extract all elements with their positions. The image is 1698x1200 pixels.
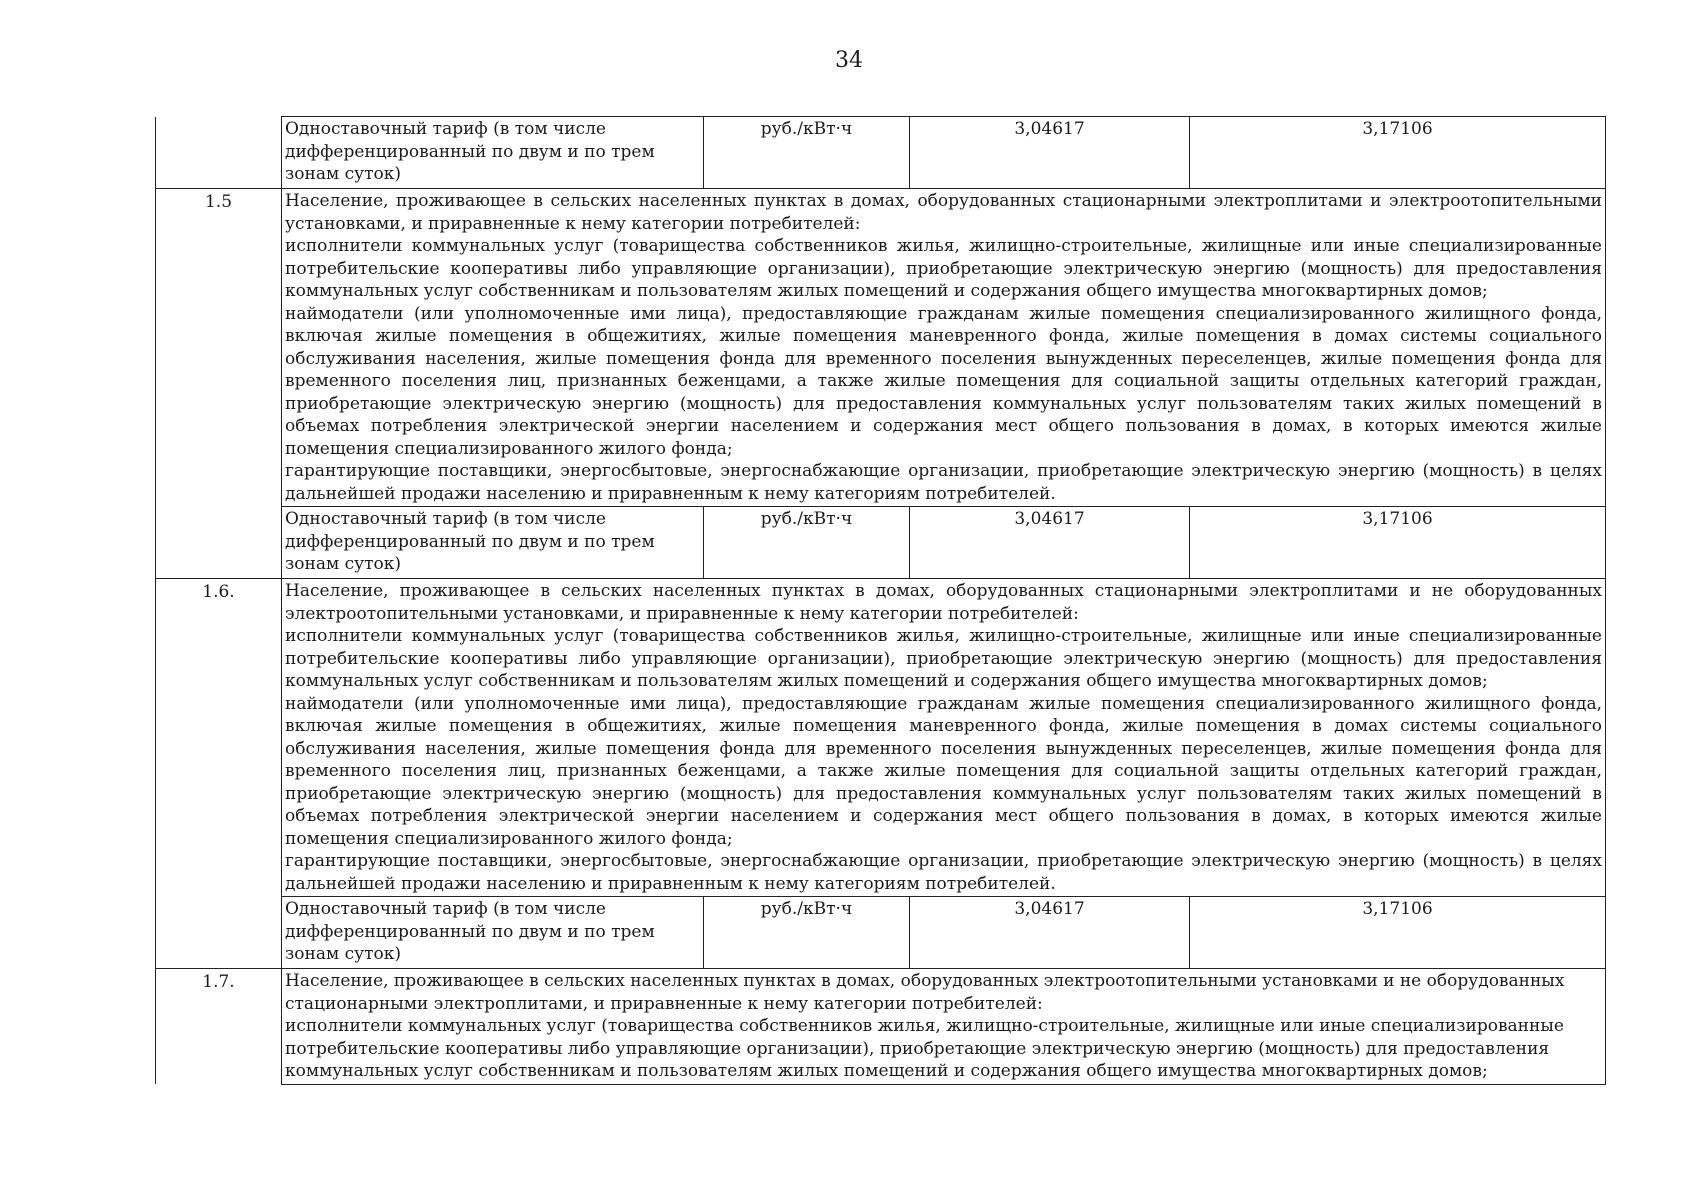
tariff-value-1-cell: 3,04617 [910,117,1190,189]
paragraph: наймодатели (или уполномоченные ими лица), предоставляющие гражданам жилые помещения специализированного жилищного фонда, включая жилые помещения в общежитиях, жилые помещения маневренного фонда, жилые помещения в домах системы социального обслуживания населения, жилые помещения фонда для временного поселения вынужденных переселенцев, жилые помещения фонда для временного поселения лиц, признанных беженцами, а также жилые помещения для социальной защиты отдельных категорий граждан, приобретающие электрическую энергию (мощность) для предоставления коммунальных услуг пользователям таких жилых помещений в объемах потребления электрической энергии населением и содержания мест общего пользования в домах, в которых имеются жилые помещения специализированного жилого фонда; [285,303,1602,459]
tariff-unit-cell: руб./кВт·ч [704,117,910,189]
paragraph: гарантирующие поставщики, энергосбытовые, энергоснабжающие организации, приобретающие электрическую энергию (мощность) в целях дальнейшей продажи населению и приравненным к нему категориям потребителей. [285,851,1602,894]
paragraph: исполнители коммунальных услуг (товарищества собственников жилья, жилищно-строительные, жилищные или иные специализированные потребительские кооперативы либо управляющие организации), приобретающие электрическую энергию (мощность) для предоставления коммунальных услуг собственникам и пользователям жилых помещений и содержания общего имущества многоквартирных домов; [285,1016,1564,1081]
paragraph: исполнители коммунальных услуг (товарищества собственников жилья, жилищно-строительные, жилищные или иные специализированные потребительские кооперативы либо управляющие организации), приобретающие электрическую энергию (мощность) для предоставления коммунальных услуг собственникам и пользователям жилых помещений и содержания общего имущества многоквартирных домов; [285,626,1602,691]
tariff-value-2-cell: 3,17106 [1190,507,1606,579]
row-number-cell [156,117,282,189]
section-row-1-6 [156,579,1606,897]
paragraph: исполнители коммунальных услуг (товарищества собственников жилья, жилищно-строительные, жилищные или иные специализированные потребительские кооперативы либо управляющие организации), приобретающие электрическую энергию (мощность) для предоставления коммунальных услуг собственникам и пользователям жилых помещений и содержания общего имущества многоквартирных домов; [285,236,1602,301]
section-description [282,579,1606,897]
row-number-cell [156,897,282,969]
tariff-name-cell: Одноставочный тариф (в том числе дифференцированный по двум и по трем зонам суток) [282,897,704,969]
tariff-row [156,507,1606,579]
section-number: 1.7. [156,969,282,1085]
paragraph: наймодатели (или уполномоченные ими лица), предоставляющие гражданам жилые помещения специализированного жилищного фонда, включая жилые помещения в общежитиях, жилые помещения маневренного фонда, жилые помещения в домах системы социального обслуживания населения, жилые помещения фонда для временного поселения вынужденных переселенцев, жилые помещения фонда для временного поселения лиц, признанных беженцами, а также жилые помещения для социальной защиты отдельных категорий граждан, приобретающие электрическую энергию (мощность) для предоставления коммунальных услуг пользователям таких жилых помещений в объемах потребления электрической энергии населением и содержания мест общего пользования в домах, в которых имеются жилые помещения специализированного жилого фонда; [285,693,1602,849]
section-row-1-7 [156,969,1606,1085]
paragraph: Население, проживающее в сельских населенных пунктах в домах, оборудованных стационарными электроплитами и не оборудованных электроотопительными установками, и приравненные к нему категории потребителей: [285,581,1602,624]
section-number: 1.6. [156,579,282,897]
section-row-1-5 [156,189,1606,507]
tariff-name-cell: Одноставочный тариф (в том числе дифференцированный по двум и по трем зонам суток) [282,507,704,579]
tariff-table [155,116,1606,1085]
tariff-row [156,897,1606,969]
section-number: 1.5 [156,189,282,507]
row-number-cell [156,507,282,579]
tariff-row [156,117,1606,189]
tariff-value-1-cell: 3,04617 [910,897,1190,969]
tariff-value-1-cell: 3,04617 [910,507,1190,579]
section-description [282,189,1606,507]
paragraph: Население, проживающее в сельских населенных пунктах в домах, оборудованных стационарными электроплитами и электроотопительными установками, и приравненные к нему категории потребителей: [285,191,1602,234]
tariff-value-2-cell: 3,17106 [1190,897,1606,969]
paragraph: гарантирующие поставщики, энергосбытовые, энергоснабжающие организации, приобретающие электрическую энергию (мощность) в целях дальнейшей продажи населению и приравненным к нему категориям потребителей. [285,461,1602,504]
section-description [282,969,1606,1085]
tariff-unit-cell: руб./кВт·ч [704,507,910,579]
tariff-unit-cell: руб./кВт·ч [704,897,910,969]
paragraph: Население, проживающее в сельских населенных пунктах в домах, оборудованных электроотопительными установками и не оборудованных стационарными электроплитами, и приравненные к нему категории потребителей: [285,971,1565,1014]
tariff-name-cell: Одноставочный тариф (в том числе дифференцированный по двум и по трем зонам суток) [282,117,704,189]
tariff-value-2-cell: 3,17106 [1190,117,1606,189]
page-number: 34 [835,48,863,73]
